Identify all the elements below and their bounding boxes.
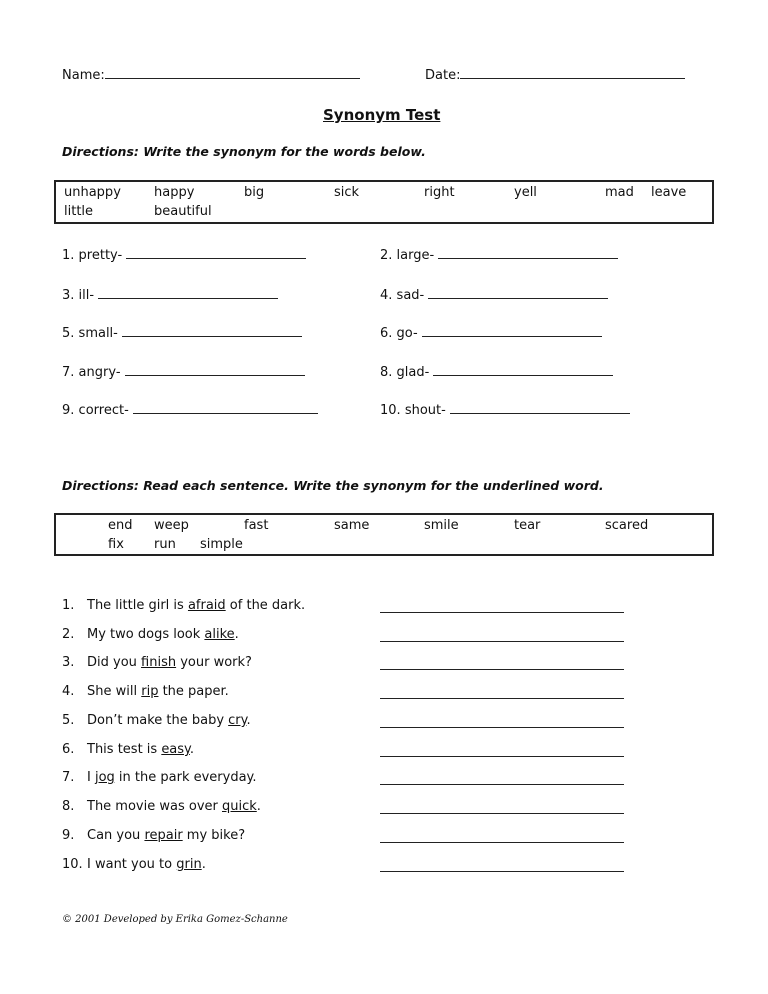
answer-blank[interactable] xyxy=(380,714,624,728)
name-label: Name: xyxy=(62,68,105,83)
name-blank[interactable] xyxy=(105,66,360,79)
underlined-word: easy xyxy=(161,742,190,757)
sentence-number: 6. xyxy=(62,742,75,757)
synonym-item-6: 6. go- xyxy=(380,324,602,341)
synonym-item-2: 2. large- xyxy=(380,246,618,263)
sentence-text-before: I xyxy=(87,770,95,785)
synonym-item-4: 4. sad- xyxy=(380,286,608,303)
sentence-text-before: My two dogs look xyxy=(87,627,205,642)
word-bank-item: mad xyxy=(605,185,634,200)
word-bank-item: fast xyxy=(244,518,269,533)
sentence-number: 1. xyxy=(62,598,75,613)
synonym-item-7: 7. angry- xyxy=(62,363,305,380)
answer-blank[interactable] xyxy=(380,800,624,814)
sentence-item-9 xyxy=(62,828,245,843)
underlined-word: afraid xyxy=(187,598,226,613)
sentence-text-after: of the dark. xyxy=(225,598,306,613)
synonym-item-10: 10. shout- xyxy=(380,401,630,418)
sentence-number: 8. xyxy=(62,799,75,814)
answer-blank[interactable] xyxy=(422,324,602,337)
sentence-text-before: This test is xyxy=(87,742,162,757)
answer-blank[interactable] xyxy=(380,771,624,785)
word-bank-1 xyxy=(54,180,714,224)
copyright-footer: © 2001 Developed by Erika Gomez-Schanne xyxy=(62,914,288,925)
sentence-text-after: my bike? xyxy=(182,828,246,843)
sentence-text-after: . xyxy=(201,857,206,872)
part1-directions: Directions: Write the synonym for the words below. xyxy=(62,144,426,159)
sentence-item-2 xyxy=(62,627,239,642)
word-bank-item: little xyxy=(64,204,94,219)
underlined-word: grin xyxy=(176,857,202,872)
underlined-word: finish xyxy=(141,655,177,670)
sentence-text-after: . xyxy=(256,799,261,814)
underlined-word: cry xyxy=(228,713,247,728)
date-field[interactable] xyxy=(425,66,685,83)
part2-directions: Directions: Read each sentence. Write the synonym for the underlined word. xyxy=(62,478,604,493)
sentence-item-5 xyxy=(62,713,251,728)
sentence-number: 3. xyxy=(62,655,75,670)
answer-blank[interactable] xyxy=(380,656,624,670)
sentence-text-after: . xyxy=(189,742,195,757)
answer-blank[interactable] xyxy=(380,858,624,872)
sentence-text-before: The little girl is xyxy=(87,598,188,613)
sentence-number: 9. xyxy=(62,828,75,843)
synonym-item-3: 3. ill- xyxy=(62,286,278,303)
answer-blank[interactable] xyxy=(126,246,306,259)
underlined-word: quick xyxy=(222,799,257,814)
word-bank-item: beautiful xyxy=(154,204,212,219)
underlined-word: alike xyxy=(204,627,235,642)
sentence-item-7 xyxy=(62,770,257,785)
sentence-text-before: Did you xyxy=(87,655,142,670)
word-bank-item: unhappy xyxy=(64,185,121,200)
answer-blank[interactable] xyxy=(433,363,613,376)
sentence-number: 10. xyxy=(62,857,83,872)
sentence-text-before: I want you to xyxy=(87,857,177,872)
sentence-text-after: . xyxy=(246,713,251,728)
sentence-text-after: your work? xyxy=(176,655,252,670)
sentence-item-1 xyxy=(62,598,305,613)
word-bank-item: happy xyxy=(154,185,195,200)
sentence-text-after: in the park everyday. xyxy=(114,770,257,785)
sentence-text-before: The movie was over xyxy=(87,799,222,814)
word-bank-item: weep xyxy=(154,518,189,533)
sentence-item-10 xyxy=(62,857,206,872)
answer-blank[interactable] xyxy=(122,324,302,337)
page-title: Synonym Test xyxy=(323,106,441,124)
sentence-item-3 xyxy=(62,655,252,670)
sentence-item-6 xyxy=(62,742,194,757)
answer-blank[interactable] xyxy=(450,401,630,414)
word-bank-item: smile xyxy=(424,518,459,533)
synonym-item-5: 5. small- xyxy=(62,324,302,341)
word-bank-item: yell xyxy=(514,185,537,200)
sentence-number: 2. xyxy=(62,627,75,642)
word-bank-item: tear xyxy=(514,518,541,533)
synonym-item-9: 9. correct- xyxy=(62,401,318,418)
sentence-text-before: Don’t make the baby xyxy=(87,713,229,728)
word-bank-item: same xyxy=(334,518,370,533)
date-label: Date: xyxy=(425,68,461,83)
name-field[interactable] xyxy=(62,66,360,83)
answer-blank[interactable] xyxy=(133,401,318,414)
sentence-text-after: the paper. xyxy=(158,684,229,699)
word-bank-item: right xyxy=(424,185,455,200)
underlined-word: jog xyxy=(94,770,115,785)
word-bank-item: leave xyxy=(651,185,687,200)
word-bank-2 xyxy=(54,513,714,556)
answer-blank[interactable] xyxy=(125,363,305,376)
sentence-number: 4. xyxy=(62,684,75,699)
answer-blank[interactable] xyxy=(98,286,278,299)
sentence-number: 7. xyxy=(62,770,75,785)
sentence-text-before: Can you xyxy=(87,828,145,843)
sentence-text-after: . xyxy=(234,627,239,642)
answer-blank[interactable] xyxy=(380,685,624,699)
word-bank-item: simple xyxy=(200,537,243,552)
word-bank-item: run xyxy=(154,537,176,552)
answer-blank[interactable] xyxy=(438,246,618,259)
date-blank[interactable] xyxy=(460,66,685,79)
underlined-word: rip xyxy=(141,684,159,699)
sentence-text-before: She will xyxy=(87,684,142,699)
sentence-number: 5. xyxy=(62,713,75,728)
word-bank-item: fix xyxy=(108,537,124,552)
sentence-item-8 xyxy=(62,799,261,814)
word-bank-item: scared xyxy=(605,518,649,533)
answer-blank[interactable] xyxy=(380,829,624,843)
answer-blank[interactable] xyxy=(380,743,624,757)
answer-blank[interactable] xyxy=(380,628,624,642)
synonym-item-8: 8. glad- xyxy=(380,363,613,380)
sentence-item-4 xyxy=(62,684,229,699)
word-bank-item: end xyxy=(108,518,133,533)
answer-blank[interactable] xyxy=(380,599,624,613)
underlined-word: repair xyxy=(144,828,183,843)
word-bank-item: big xyxy=(244,185,265,200)
synonym-item-1: 1. pretty- xyxy=(62,246,306,263)
word-bank-item: sick xyxy=(334,185,360,200)
answer-blank[interactable] xyxy=(428,286,608,299)
